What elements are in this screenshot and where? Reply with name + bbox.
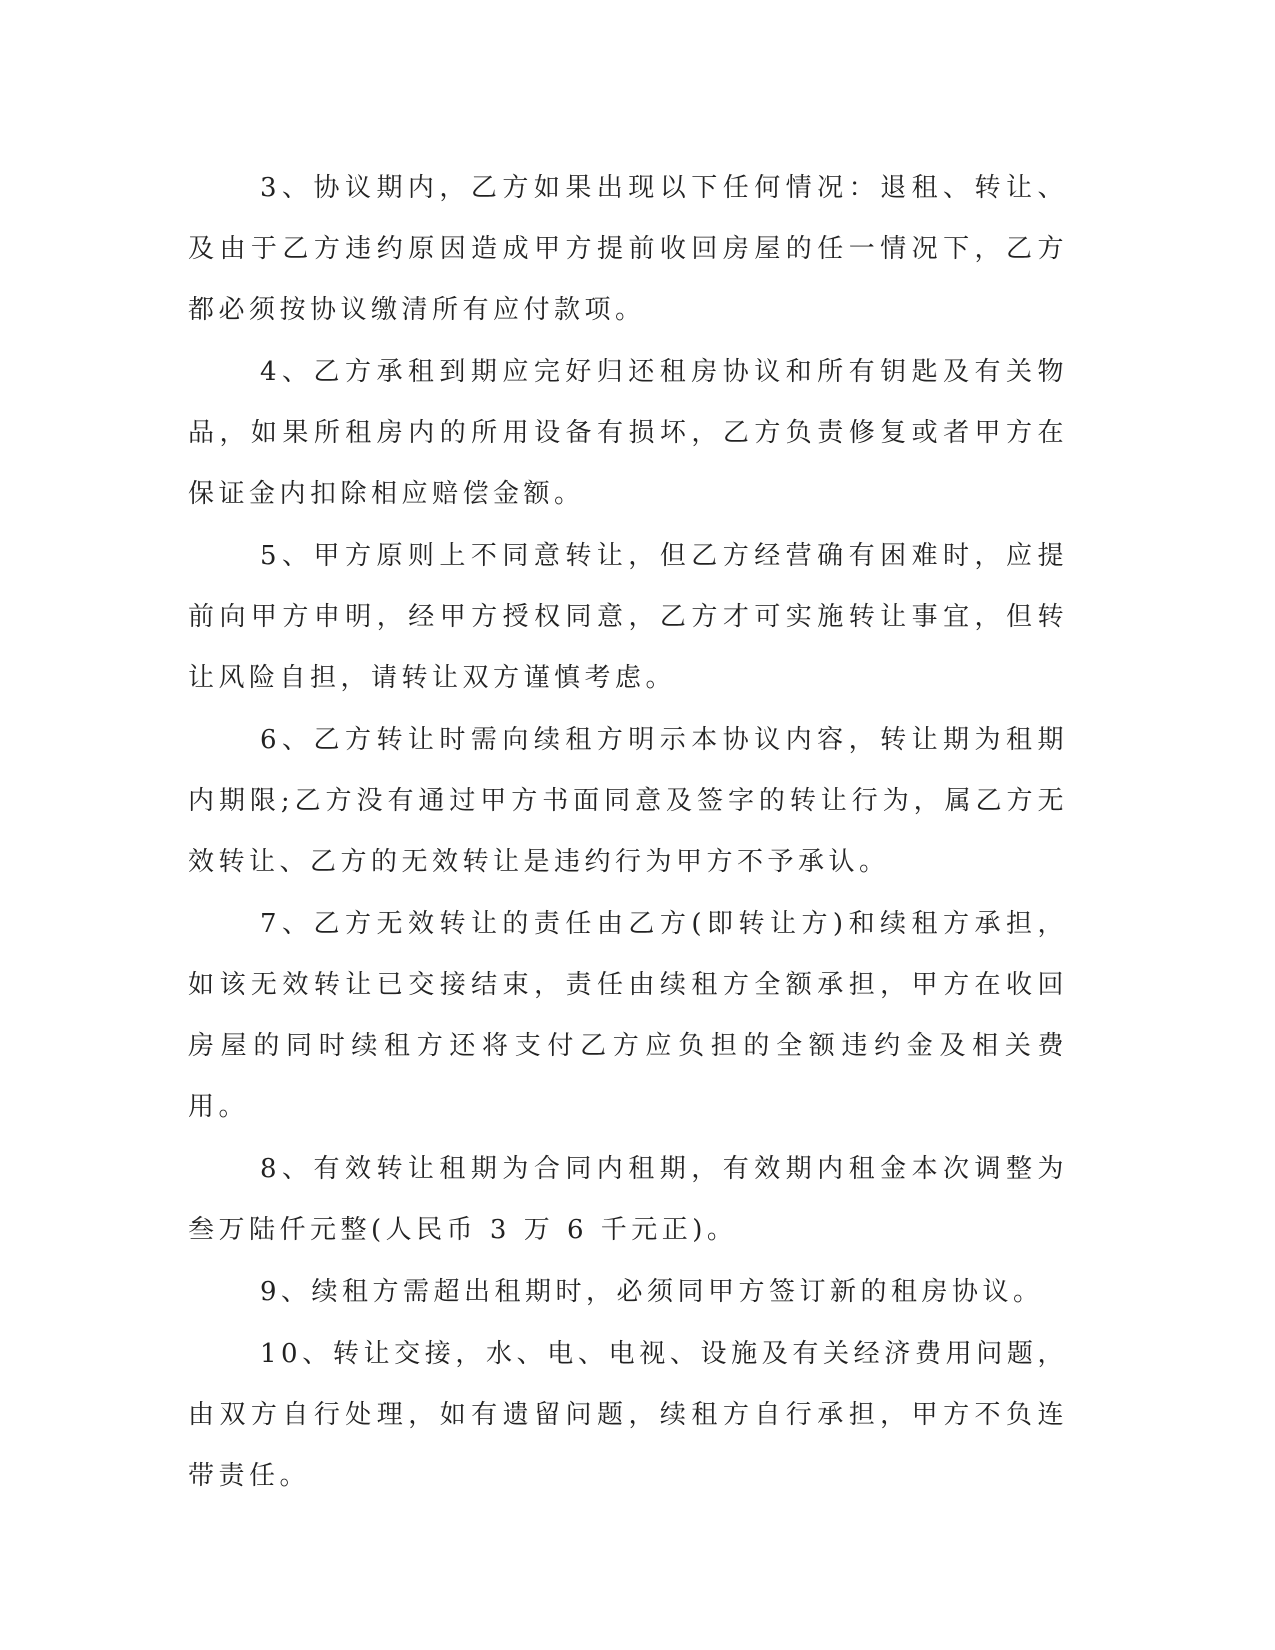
document-body	[188, 158, 1068, 1508]
clause-7: 7、乙方无效转让的责任由乙方(即转让方)和续租方承担，如该无效转让已交接结束，责任由续租方全额承担，甲方在收回房屋的同时续租方还将支付乙方应负担的全额违约金及相关费用。	[188, 909, 1068, 1122]
clause-5: 5、甲方原则上不同意转让，但乙方经营确有困难时，应提前向甲方申明，经甲方授权同意，乙方才可实施转让事宜，但转让风险自担，请转让双方谨慎考虑。	[188, 541, 1068, 693]
clause-9: 9、续租方需超出租期时，必须同甲方签订新的租房协议。	[260, 1277, 1044, 1307]
clause-10: 10、转让交接，水、电、电视、设施及有关经济费用问题，由双方自行处理，如有遗留问题，续租方自行承担，甲方不负连带责任。	[188, 1339, 1068, 1491]
clause-3: 3、协议期内，乙方如果出现以下任何情况：退租、转让、及由于乙方违约原因造成甲方提前收回房屋的任一情况下，乙方都必须按协议缴清所有应付款项。	[188, 173, 1068, 325]
clause-8: 8、有效转让租期为合同内租期，有效期内租金本次调整为叁万陆仟元整(人民币 3 万 6 千元正)。	[188, 1154, 1068, 1245]
clause-4: 4、乙方承租到期应完好归还租房协议和所有钥匙及有关物品，如果所租房内的所用设备有损坏，乙方负责修复或者甲方在保证金内扣除相应赔偿金额。	[188, 357, 1068, 509]
clause-6: 6、乙方转让时需向续租方明示本协议内容，转让期为租期内期限;乙方没有通过甲方书面同意及签字的转让行为，属乙方无效转让、乙方的无效转让是违约行为甲方不予承认。	[188, 725, 1068, 877]
